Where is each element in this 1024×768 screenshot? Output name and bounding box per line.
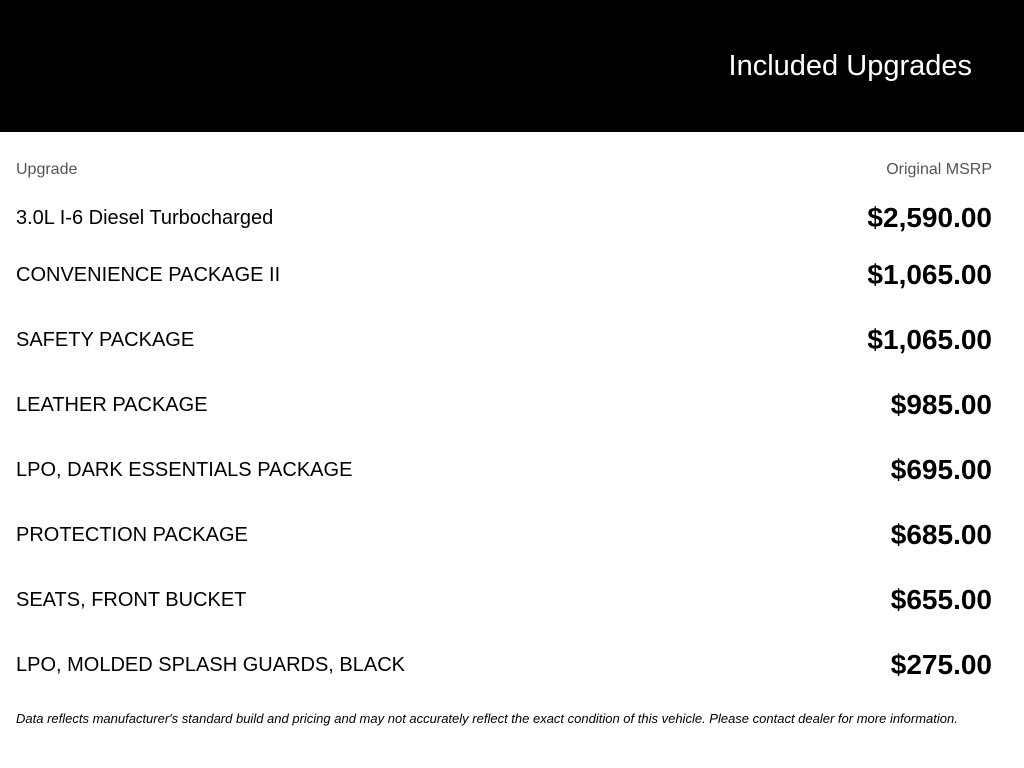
upgrade-price: $1,065.00 [867, 258, 992, 290]
upgrade-price: $2,590.00 [867, 202, 992, 233]
upgrade-price: $985.00 [890, 388, 992, 420]
table-body [16, 194, 992, 697]
upgrade-name: 3.0L I-6 Diesel Turbocharged [16, 207, 274, 229]
column-header-upgrade: Upgrade [16, 161, 78, 178]
upgrade-price: $1,065.00 [867, 323, 992, 355]
header-banner [0, 0, 1024, 132]
table-row [16, 242, 992, 307]
upgrade-name: LPO, DARK ESSENTIALS PACKAGE [16, 458, 353, 481]
disclaimer-text: Data reflects manufacturer's standard build and pricing and may not accurately reflect the exact condition of this vehicle. Please contact dealer for more information. [16, 711, 958, 726]
upgrade-name: LPO, MOLDED SPLASH GUARDS, BLACK [16, 653, 406, 676]
table-row [16, 307, 992, 372]
table-row [16, 437, 992, 502]
table-row [16, 372, 992, 437]
upgrade-name: PROTECTION PACKAGE [16, 523, 248, 546]
upgrade-name: LEATHER PACKAGE [16, 393, 208, 416]
upgrade-name: SEATS, FRONT BUCKET [16, 588, 247, 611]
upgrade-price: $685.00 [890, 518, 992, 550]
table-row [16, 502, 992, 567]
table-row [16, 567, 992, 632]
upgrade-price: $695.00 [890, 453, 992, 485]
table-row [16, 194, 992, 242]
upgrade-name: SAFETY PACKAGE [16, 328, 195, 351]
table-row [16, 632, 992, 697]
upgrade-price: $275.00 [890, 648, 992, 680]
table-header [16, 158, 992, 182]
upgrades-table [16, 158, 992, 697]
upgrade-name: CONVENIENCE PACKAGE II [16, 263, 281, 286]
upgrade-price: $655.00 [890, 583, 992, 615]
page-title: Included Upgrades [728, 50, 972, 82]
column-header-msrp: Original MSRP [886, 161, 992, 178]
